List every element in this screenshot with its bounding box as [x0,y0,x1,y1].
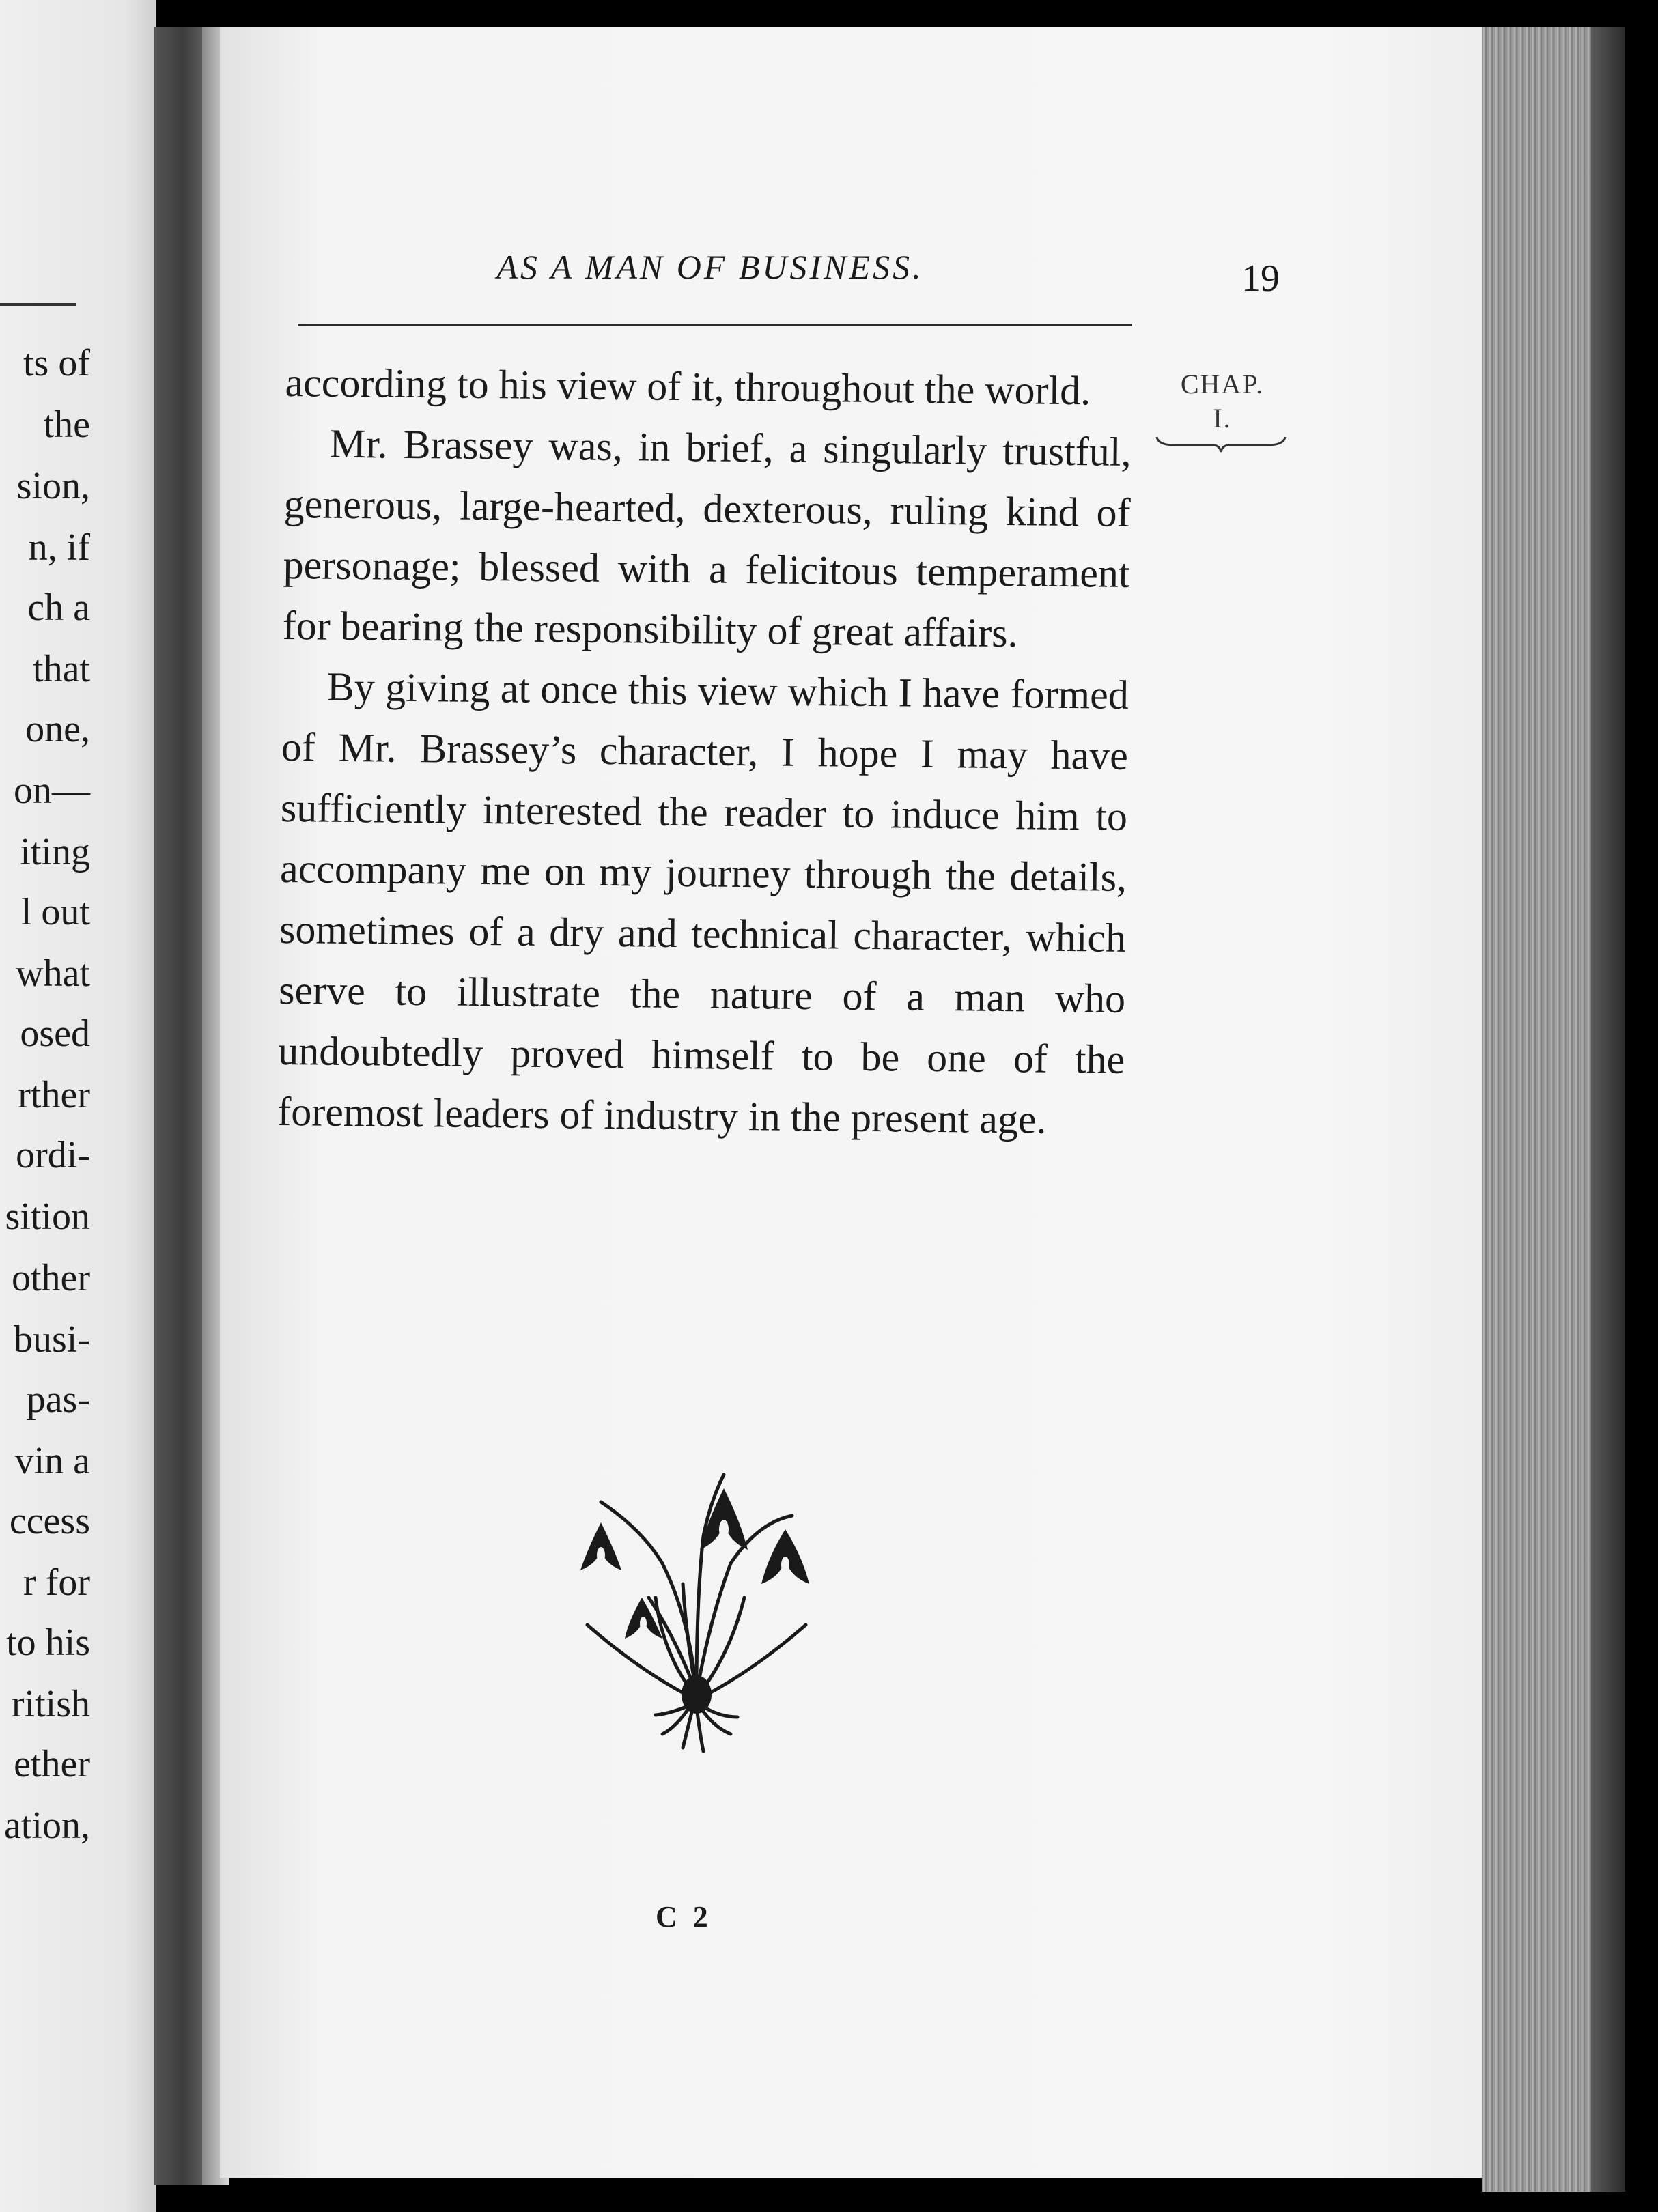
book-cover-edge [1591,27,1625,2192]
paragraph: according to his view of it, throughout the world. [285,359,1091,414]
facing-page-line: osed [20,1012,90,1055]
facing-page-line: r for [23,1561,90,1604]
facing-page-line: ccess [9,1500,90,1542]
facing-page-line: pas- [26,1378,90,1421]
facing-page-line: one, [25,708,90,750]
body-text [277,352,1132,1151]
facing-page-line: ation, [4,1804,90,1847]
facing-page-line: to his [6,1621,90,1664]
facing-page-line: ordi- [16,1134,90,1176]
facing-page-line: sion, [16,465,90,507]
sidenote-label: CHAP. [1180,369,1265,399]
facing-page [0,0,156,2212]
facing-page-line: ts of [23,342,90,384]
facing-page-line: other [11,1257,90,1299]
facing-page-line: iting [20,831,90,873]
brace-icon [1154,433,1288,453]
facing-page-line: what [16,952,90,995]
header-rule [298,324,1132,326]
facing-page-line: ritish [11,1683,90,1725]
paragraph: By giving at once this view which I have formed of Mr. Brassey’s character, I hope I may have sufficiently interested the reader to induce him to accompany me on my journey through the details, sometimes of a dry and technical character, which serve to illustrate the nature of a man who undoubtedly proved himself to be one of the foremost leaders of industry in the present age. [277,664,1129,1142]
snowdrop-flower-icon [560,1447,833,1761]
paragraph: Mr. Brassey was, in brief, a singularly trustful, generous, large-hearted, dexterous, ruling kind of personage; blessed with a felicitous temperament for bearing the responsibility of great affairs. [282,421,1132,656]
facing-page-line: rther [18,1074,90,1116]
facing-page-line: that [33,648,90,690]
facing-page-line: sition [5,1195,90,1238]
facing-page-line: n, if [28,526,90,569]
facing-page-line: ether [14,1743,90,1785]
facing-page-line: l out [20,891,90,933]
facing-page-line: ch a [27,586,90,629]
facing-page-line: on— [14,769,90,812]
running-title: AS A MAN OF BUSINESS. [496,248,924,286]
page-number: 19 [1241,257,1280,300]
sidenote-number: I. [1213,403,1232,434]
facing-page-rule [0,303,76,306]
facing-page-line: the [43,403,90,446]
facing-page-line: vin a [14,1440,90,1482]
chapter-sidenote [1161,367,1284,436]
facing-page-line: busi- [14,1318,90,1361]
signature-mark: C 2 [656,1900,712,1933]
